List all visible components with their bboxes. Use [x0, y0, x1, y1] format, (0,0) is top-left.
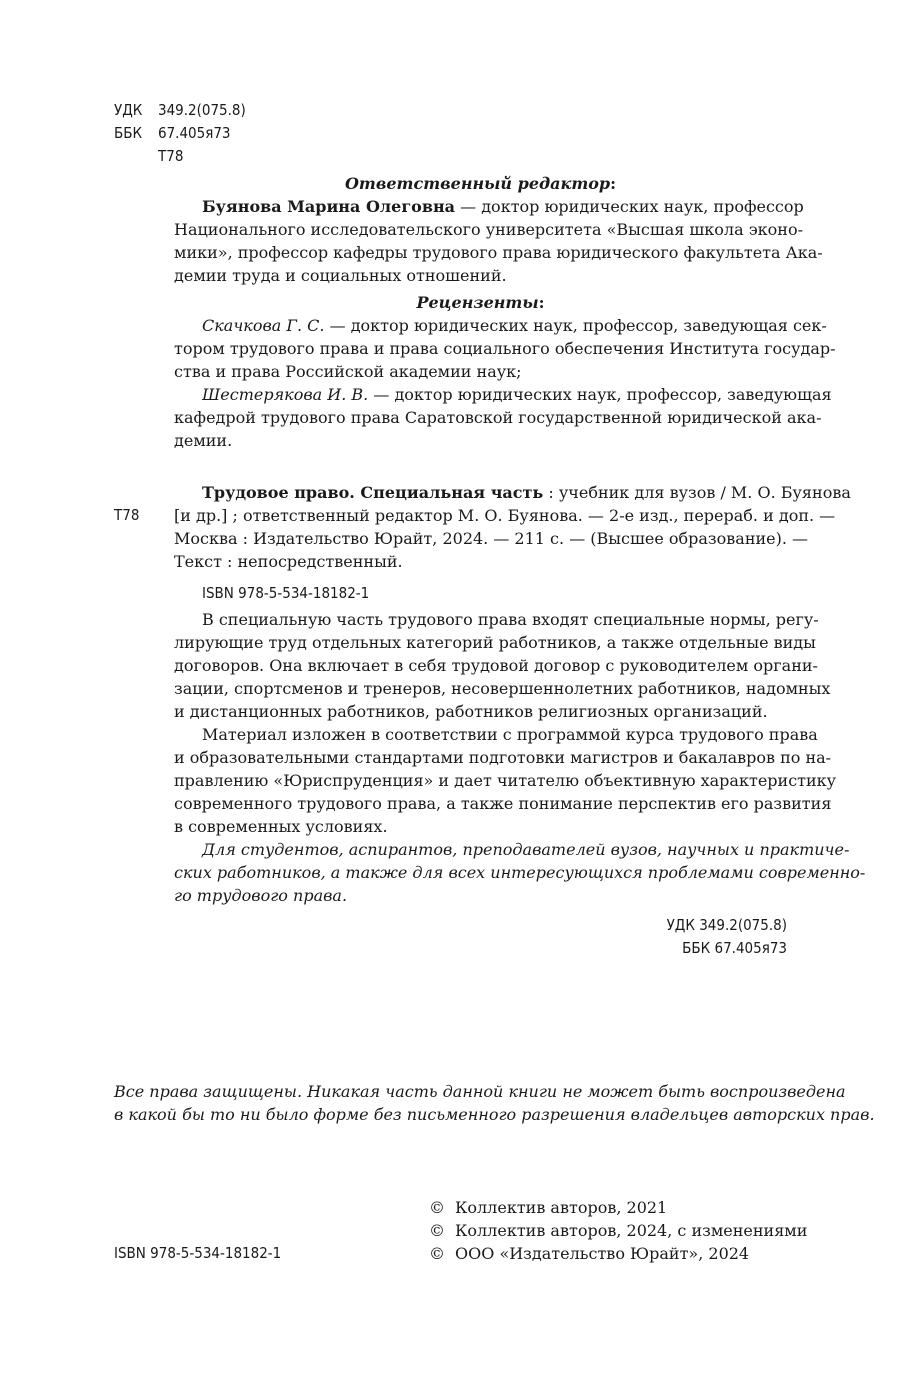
reviewer-1-line: тором трудового права и права социального обеспечения Института государ-: [174, 339, 836, 358]
annotation-p1-line: зации, спортсменов и тренеров, несовершеннолетних работников, надомных: [174, 679, 831, 698]
reviewer-1-name: Скачкова Г. С.: [202, 316, 325, 335]
annotation-p1-line: лирующие труд отдельных категорий работников, а также отдельные виды: [174, 633, 816, 652]
reviewer-2-line-1: [202, 383, 832, 406]
reviewers-heading: Рецензенты: [416, 293, 539, 312]
rights-notice-line: Все права защищены. Никакая часть данной книги не может быть воспроизведена: [114, 1082, 846, 1101]
rights-notice: [114, 1080, 875, 1126]
copyright-line: Коллектив авторов, 2021: [455, 1198, 668, 1217]
editor-heading: Ответственный редактор: [344, 174, 611, 193]
annotation-p1-line: В специальную часть трудового права входят специальные нормы, регу-: [202, 610, 819, 629]
record-author-mark: Т78: [114, 506, 140, 524]
reviewers-section: [0, 291, 900, 450]
copyright-symbol: ©: [429, 1244, 445, 1263]
reviewer-2-name: Шестерякова И. В.: [202, 385, 369, 404]
bbk-value: 67.405я73: [158, 124, 231, 142]
copyright-isbn: ISBN 978-5-534-18182-1: [114, 1244, 282, 1262]
footer-bbk: ББК 67.405я73: [682, 939, 787, 957]
annotation-p2-line: Материал изложен в соответствии с программой курса трудового права: [202, 725, 818, 744]
annotation-p2-line: и образовательными стандартами подготовки магистров и бакалавров по на-: [174, 748, 832, 767]
annotation-p3-line: ских работников, а также для всех интересующихся проблемами современно-: [174, 863, 866, 882]
editor-line: Национального исследовательского университета «Высшая школа эконо-: [174, 220, 804, 239]
rights-notice-line: в какой бы то ни было форме без письменного разрешения владельцев авторских прав.: [114, 1105, 875, 1124]
editor-line-1-rest: — доктор юридических наук, профессор: [455, 197, 804, 216]
record-line: Москва : Издательство Юрайт, 2024. — 211 с. — (Высшее образование). —: [174, 529, 809, 548]
udk-label: УДК: [114, 101, 143, 119]
copyright-line: ООО «Издательство Юрайт», 2024: [455, 1244, 750, 1263]
record-isbn: ISBN 978-5-534-18182-1: [202, 584, 370, 602]
reviewer-2-line: демии.: [174, 431, 233, 450]
copyright-symbol: ©: [429, 1198, 445, 1217]
editor-heading-colon: :: [610, 174, 617, 193]
header-codes: [114, 99, 314, 169]
record-line: [и др.] ; ответственный редактор М. О. Буянова. — 2-е изд., перераб. и доп. —: [174, 506, 836, 525]
footer-udk: УДК 349.2(075.8): [666, 916, 787, 934]
editor-line: демии труда и социальных отношений.: [174, 266, 507, 285]
copyright-block: [0, 1196, 900, 1266]
copyright-line: Коллектив авторов, 2024, с изменениями: [455, 1221, 808, 1240]
footer-codes: [487, 914, 787, 960]
record-line-1: [202, 481, 851, 504]
record-line-1-rest: : учебник для вузов / М. О. Буянова: [543, 483, 851, 502]
reviewer-2-line-1-rest: — доктор юридических наук, профессор, заведующая: [368, 385, 832, 404]
annotation-p2-line: правлению «Юриспруденция» и дает читателю объективную характеристику: [174, 771, 837, 790]
annotation-p2-line: в современных условиях.: [174, 817, 388, 836]
book-title: Трудовое право. Специальная часть: [202, 483, 544, 502]
editor-name: Буянова Марина Олеговна: [202, 197, 456, 216]
copyright-symbol: ©: [429, 1221, 445, 1240]
editor-line: мики», профессор кафедры трудового права юридического факультета Ака-: [174, 243, 823, 262]
reviewer-1-line-1: [202, 314, 827, 337]
editor-section: [0, 172, 900, 285]
record-line: Текст : непосредственный.: [174, 552, 403, 571]
reviewer-1-line-1-rest: — доктор юридических наук, профессор, заведующая сек-: [324, 316, 827, 335]
reviewer-1-line: ства и права Российской академии наук;: [174, 362, 522, 381]
bbk-label: ББК: [114, 124, 143, 142]
reviewers-heading-colon: :: [538, 293, 545, 312]
udk-value: 349.2(075.8): [158, 101, 246, 119]
annotation: [0, 608, 900, 905]
annotation-p1-line: и дистанционных работников, работников религиозных организаций.: [174, 702, 768, 721]
annotation-p3-line: го трудового права.: [174, 886, 348, 905]
annotation-p1-line: договоров. Она включает в себя трудовой договор с руководителем органи-: [174, 656, 818, 675]
author-mark: Т78: [158, 147, 184, 165]
editor-line-1: [202, 195, 804, 218]
annotation-p2-line: современного трудового права, а также понимание перспектив его развития: [174, 794, 832, 813]
annotation-p3-line: Для студентов, аспирантов, преподавателей вузов, научных и практиче-: [202, 840, 850, 859]
bibliographic-record: [0, 481, 900, 601]
reviewer-2-line: кафедрой трудового права Саратовской государственной юридической ака-: [174, 408, 822, 427]
